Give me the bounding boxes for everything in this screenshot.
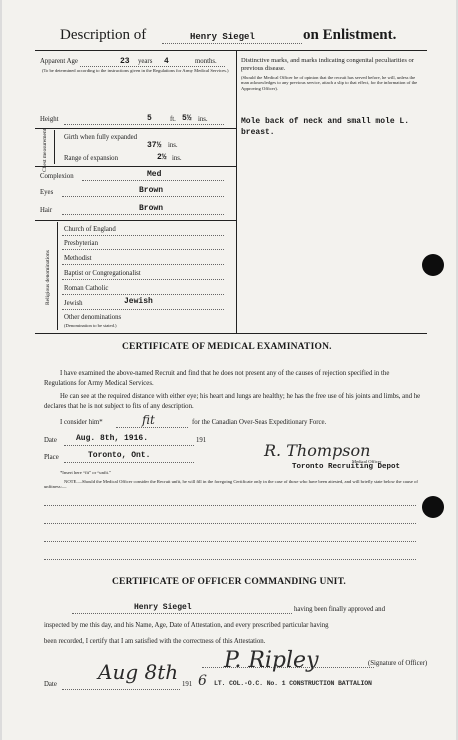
medical-officer-title: Medical Officer bbox=[352, 459, 382, 464]
religion-roman-catholic: Roman Catholic bbox=[64, 285, 109, 292]
girth-value: 37½ bbox=[147, 141, 162, 150]
recruit-name: Henry Siegel bbox=[190, 32, 255, 42]
distinctive-marks-label: Distinctive marks, and marks indicating congenital peculiarities or previous disease. bbox=[241, 57, 414, 72]
unfit-line-1 bbox=[44, 505, 416, 506]
age-dotted-line bbox=[80, 66, 225, 67]
years-label: years bbox=[138, 58, 153, 65]
height-dotted-line bbox=[64, 124, 224, 125]
column-divider bbox=[236, 50, 237, 333]
officer-signature-label: (Signature of Officer) bbox=[368, 660, 428, 667]
unfit-note: NOTE.—Should the Medical Officer consider the Recruit unfit, he will fill in the foregoing Certificate only in the case of those who have been attested, and will briefly state below the cause of unfitness:— bbox=[44, 479, 418, 490]
place-line bbox=[64, 462, 194, 463]
chest-brace bbox=[54, 130, 55, 164]
officer-date-handwritten: Aug 8th bbox=[98, 660, 179, 684]
officer-signature: P. Ripley bbox=[224, 648, 319, 673]
religious-denominations-label: Religious denominations bbox=[45, 250, 51, 305]
range-label: Range of expansion bbox=[64, 155, 118, 162]
unfit-line-2 bbox=[44, 523, 416, 524]
consider-dotted-line bbox=[116, 427, 188, 428]
height-ins-value: 5½ bbox=[182, 114, 192, 123]
battalion-stamp: LT. COL.-O.C. No. 1 CONSTRUCTION BATTALION bbox=[214, 680, 372, 687]
unfit-line-4 bbox=[44, 559, 416, 560]
religion-value: Jewish bbox=[124, 297, 153, 306]
attestation-page bbox=[2, 0, 456, 740]
religion-other: Other denominations bbox=[64, 314, 122, 321]
eyes-dotted-line bbox=[62, 196, 224, 197]
hair-dotted-line bbox=[62, 214, 224, 215]
officer-line-3: been recorded, I certify that I am satisfied with the correctness of this Attestation. bbox=[44, 638, 266, 645]
medical-date-label: Date bbox=[44, 437, 57, 444]
religion-line-4 bbox=[62, 279, 224, 280]
age-years-value: 23 bbox=[120, 57, 130, 66]
denomination-note: (Denomination to be stated.) bbox=[64, 323, 117, 328]
medical-paragraph-1: I have examined the above-named Recruit and find that he does not present any of the causes of rejection specified in the Regulations for Army Medical Services. bbox=[44, 370, 390, 387]
religion-line-3 bbox=[62, 264, 224, 265]
religion-top-rule bbox=[35, 220, 236, 221]
table-bottom-rule bbox=[35, 333, 427, 334]
religion-line-1 bbox=[62, 235, 224, 236]
age-months-value: 4 bbox=[164, 57, 169, 66]
officer-date-label: Date bbox=[44, 681, 57, 688]
chest-top-rule bbox=[35, 128, 236, 129]
fit-footnote: *Insert here “fit” or “unfit.” bbox=[60, 470, 112, 475]
officer-year-handwritten: 6 bbox=[198, 673, 207, 689]
eyes-label: Eyes bbox=[40, 189, 54, 196]
chest-measurement-label: Chest measurement bbox=[42, 128, 48, 172]
title-right: on Enlistment. bbox=[303, 27, 397, 43]
medical-officer-signature: R. Thompson bbox=[264, 441, 371, 460]
religion-church-of-england: Church of England bbox=[64, 226, 116, 233]
officer-year-prefix: 191 bbox=[182, 681, 193, 688]
religion-line-6 bbox=[62, 309, 224, 310]
complexion-label: Complexion bbox=[40, 173, 74, 180]
chest-bottom-rule bbox=[35, 166, 236, 167]
officer-signature-line bbox=[202, 667, 374, 668]
range-value: 2½ bbox=[157, 153, 167, 162]
religion-line-5 bbox=[62, 294, 224, 295]
punch-hole-upper bbox=[422, 254, 444, 276]
complexion-value: Med bbox=[147, 170, 162, 179]
medical-heading: CERTIFICATE OF MEDICAL EXAMINATION. bbox=[122, 342, 332, 352]
officer-name-line bbox=[72, 613, 292, 614]
religion-jewish: Jewish bbox=[64, 300, 83, 307]
complexion-dotted-line bbox=[82, 180, 224, 181]
unfit-line-3 bbox=[44, 541, 416, 542]
range-ins-label: ins. bbox=[172, 155, 182, 162]
consider-label: I consider him* bbox=[60, 419, 103, 426]
officer-recruit-name: Henry Siegel bbox=[134, 603, 192, 612]
consider-value: fit bbox=[142, 413, 155, 427]
title-left: Description of bbox=[60, 27, 147, 43]
hair-value: Brown bbox=[139, 204, 164, 213]
medical-paragraph-2: He can see at the required distance with either eye; his heart and lungs are healthy; he has the free use of his joints and limbs, and he declares that he is not subject to fits of any description. bbox=[44, 393, 421, 410]
recruiting-depot: Toronto Recruiting Depot bbox=[292, 463, 401, 471]
place-label: Place bbox=[44, 454, 59, 461]
religion-methodist: Methodist bbox=[64, 255, 92, 262]
officer-line-1-tail: having been finally approved and bbox=[294, 606, 385, 613]
height-ft-value: 5 bbox=[147, 114, 152, 123]
distinctive-marks-value: Mole back of neck and small mole L. breast. bbox=[241, 117, 410, 137]
medical-date-value: Aug. 8th, 1916. bbox=[76, 434, 149, 443]
eyes-value: Brown bbox=[139, 186, 164, 195]
punch-hole-lower bbox=[422, 496, 444, 518]
force-label: for the Canadian Over-Seas Expeditionary Force. bbox=[192, 419, 327, 426]
place-value: Toronto, Ont. bbox=[88, 451, 151, 460]
religion-baptist: Baptist or Congregationalist bbox=[64, 270, 141, 277]
officer-heading: CERTIFICATE OF OFFICER COMMANDING UNIT. bbox=[112, 577, 346, 587]
girth-label: Girth when fully expanded bbox=[64, 134, 138, 141]
months-label: months. bbox=[195, 58, 217, 65]
religion-presbyterian: Presbyterian bbox=[64, 240, 98, 247]
ft-label: ft. bbox=[170, 116, 176, 123]
medical-date-line bbox=[64, 445, 194, 446]
religion-line-2 bbox=[62, 249, 224, 250]
height-label: Height bbox=[40, 116, 59, 123]
distinctive-marks-note: (Should the Medical Officer be of opinion that the recruit has served before, he will, unless the man acknowledges to any previous service, attach a slip to that effect, for the information of the Approving Officer). bbox=[241, 75, 418, 91]
hair-label: Hair bbox=[40, 207, 53, 214]
name-dotted-line bbox=[162, 43, 302, 44]
ins-label: ins. bbox=[198, 116, 208, 123]
religion-brace bbox=[57, 222, 58, 330]
apparent-age-label: Apparent Age bbox=[40, 58, 78, 65]
age-note: (To be determined according to the instructions given in the Regulations for Army Medical Services.) bbox=[42, 68, 229, 73]
medical-year-prefix: 191 bbox=[196, 437, 207, 444]
girth-ins-label: ins. bbox=[168, 142, 178, 149]
header-rule bbox=[35, 50, 427, 51]
officer-date-line bbox=[62, 689, 180, 690]
officer-line-2: inspected by me this day, and his Name, Age, Date of Attestation, and every prescribed particular having bbox=[44, 622, 329, 629]
